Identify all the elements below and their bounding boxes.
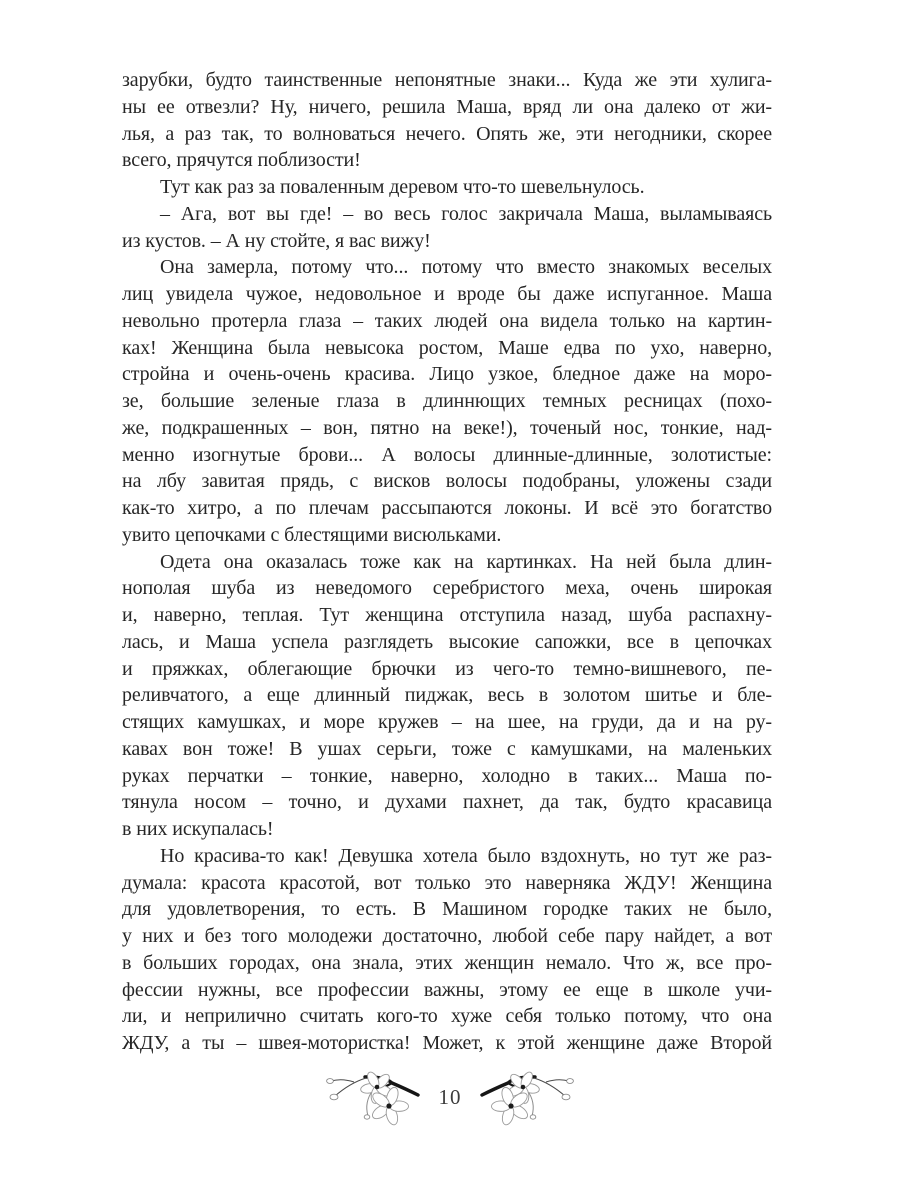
text-line: менно изогнутые брови... А волосы длинные-длинные, золотистые: bbox=[122, 443, 772, 466]
text-line: ли, и неприлично считать кого-то хуже себя только потому, что она bbox=[122, 1005, 772, 1028]
text-line: в больших городах, она знала, этих женщин немало. Что ж, все про- bbox=[122, 951, 772, 974]
blossom-branch-ornament-left-icon bbox=[322, 1066, 422, 1128]
text-line: кавах вон тоже! В ушах серьги, тоже с камушками, на маленьких bbox=[122, 737, 772, 760]
text-line: лиц увидела чужое, недовольное и вроде бы даже испуганное. Маша bbox=[122, 283, 772, 305]
text-line: у них и без того молодежи достаточно, любой себе пару найдет, а вот bbox=[122, 925, 772, 947]
text-line: руках перчатки – тонкие, наверно, холодно в таких... Маша по- bbox=[122, 764, 772, 787]
text-line: и пряжках, облегающие брючки из чего-то темно-вишневого, пе- bbox=[122, 657, 772, 680]
page-number: 10 bbox=[438, 1084, 462, 1109]
text-line: лась, и Маша успела разглядеть высокие сапожки, все в цепочках bbox=[122, 630, 772, 653]
text-line: на лбу завитая прядь, с висков волосы подобраны, уложены сзади bbox=[122, 470, 772, 493]
text-line: фессии нужны, все профессии важны, этому ее еще в школе учи- bbox=[122, 978, 772, 1001]
text-line: же, подкрашенных – вон, пятно на веке!), точеный нос, тонкие, над- bbox=[122, 416, 772, 439]
text-line: для удовлетворения, то есть. В Машином городке таких не было, bbox=[122, 898, 772, 921]
page-footer bbox=[0, 1062, 900, 1132]
text-line: зе, большие зеленые глаза в длиннющих темных ресницах (похо- bbox=[122, 390, 772, 412]
text-line: лья, а раз так, то волноваться нечего. Опять же, эти негодники, скорее bbox=[122, 122, 772, 145]
text-line: из кустов. – А ну стойте, я вас вижу! bbox=[122, 229, 431, 252]
text-line: зарубки, будто таинственные непонятные знаки... Куда же эти хулига- bbox=[122, 69, 772, 91]
text-line: ЖДУ, а ты – швея-мотористка! Может, к этой женщине даже Второй bbox=[122, 1032, 772, 1054]
text-line: как-то хитро, а по плечам рассыпаются локоны. И всё это богатство bbox=[122, 497, 772, 519]
text-line: увито цепочками с блестящими висюльками. bbox=[122, 523, 502, 546]
body-text bbox=[122, 67, 772, 1057]
text-line: стройна и очень-очень красива. Лицо узкое, бледное даже на моро- bbox=[122, 363, 772, 386]
text-line: невольно протерла глаза – таких людей она видела только на картин- bbox=[122, 309, 772, 332]
text-line: ны ее отвезли? Ну, ничего, решила Маша, вряд ли она далеко от жи- bbox=[122, 95, 772, 118]
text-line: стящих камушках, и море кружев – на шее, на груди, да и на ру- bbox=[122, 711, 772, 733]
text-line: и, наверно, теплая. Тут женщина отступила назад, шуба распахну- bbox=[122, 604, 772, 626]
text-line: думала: красота красотой, вот только это наверняка ЖДУ! Женщина bbox=[122, 871, 772, 894]
text-line: всего, прячутся поблизости! bbox=[122, 149, 361, 172]
text-line: Одета она оказалась тоже как на картинках. На ней была длин- bbox=[160, 550, 772, 573]
text-line: – Ага, вот вы где! – во весь голос закричала Маша, выламываясь bbox=[160, 202, 772, 225]
text-line: тянула носом – точно, и духами пахнет, да так, будто красавица bbox=[122, 791, 772, 814]
text-line: нополая шуба из неведомого серебристого меха, очень широкая bbox=[122, 577, 772, 600]
text-line: реливчатого, а еще длинный пиджак, весь в золотом шитье и бле- bbox=[122, 684, 772, 707]
text-line: ках! Женщина была невысока ростом, Маше едва по ухо, наверно, bbox=[122, 336, 772, 359]
text-line: в них искупалась! bbox=[122, 818, 274, 840]
text-line: Но красива-то как! Девушка хотела было вздохнуть, но тут же раз- bbox=[160, 844, 772, 867]
blossom-branch-ornament-right-icon bbox=[478, 1066, 578, 1128]
text-line: Тут как раз за поваленным деревом что-то шевельнулось. bbox=[160, 176, 645, 198]
text-line: Она замерла, потому что... потому что вместо знакомых веселых bbox=[160, 256, 772, 279]
